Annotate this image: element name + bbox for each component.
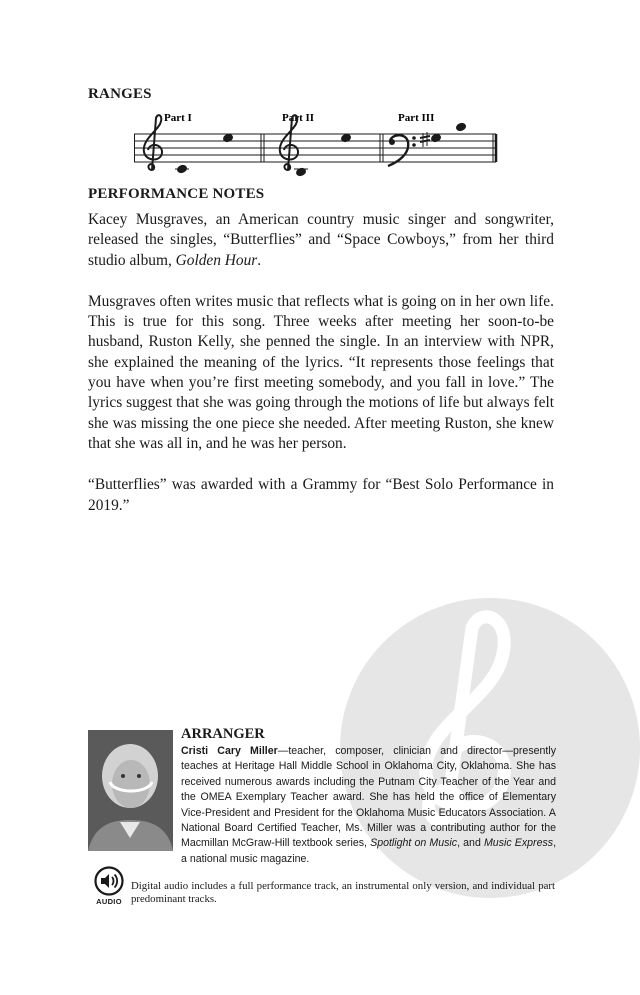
part-1-notes: [175, 133, 233, 174]
speaker-icon: [94, 866, 124, 896]
part-3-notes: [420, 122, 466, 147]
ranges-heading: RANGES: [88, 86, 152, 102]
arranger-bio: Cristi Cary Miller—teacher, composer, clinician and director—presently teaches at Heritage Hall Middle School in Oklahoma City, Oklahoma. She has received numerous awards including the Putnam City Teacher of the Year and the OMEA Exemplary Teacher award. She has held the office of Elementary Vice-President and President for the Oklahoma Music Educators Association. A National Board Certified Teacher, Ms. Miller was a contributing author for the Macmillan McGraw-Hill textbook series, Spotlight on Music, and Music Express, a national music magazine.: [181, 745, 557, 865]
part-2-label: Part II: [282, 112, 315, 124]
audio-description: Digital audio includes a full performance track, an instrumental only version, and individual part predominant tracks.: [131, 880, 555, 905]
bass-clef-icon: [388, 135, 416, 166]
ranges-staff: [134, 108, 504, 178]
book-title-1: Spotlight on Music: [370, 837, 458, 850]
staff-lines: [134, 134, 496, 162]
book-title-2: Music Express: [483, 837, 554, 850]
arranger-photo: [88, 730, 173, 851]
notes-paragraph-1: Kacey Musgraves, an American country music singer and songwriter, released the singles, “Butterflies” and “Space Cowboys,” from her third studio album, Golden Hour.: [88, 211, 554, 269]
notes-paragraph-2: Musgraves often writes music that reflects what is going on in her own life. This is true for this song. Three weeks after meeting her soon-to-be husband, Ruston Kelly, she penned the single. In an interview with NPR, she explained the meaning of the lyrics. “It represents those feelings that you have when you’re first meeting somebody, and you fall in love.” The lyrics suggest that she was going through the motions of life but always felt she was missing the one piece she needed. After meeting Ruston, she knew that she was all in, and he was her person.: [88, 292, 554, 452]
album-title: Golden Hour: [175, 251, 258, 269]
performance-notes-heading: PERFORMANCE NOTES: [88, 186, 265, 202]
part-3-label: Part III: [398, 112, 435, 124]
audio-label: AUDIO: [96, 897, 122, 906]
arranger-name: Cristi Cary Miller: [181, 745, 278, 757]
performance-notes-body: [88, 210, 554, 537]
arranger-heading: ARRANGER: [181, 726, 265, 742]
part-1-label: Part I: [164, 112, 192, 124]
notes-paragraph-3: “Butterflies” was awarded with a Grammy for “Best Solo Performance in 2019.”: [88, 476, 554, 514]
